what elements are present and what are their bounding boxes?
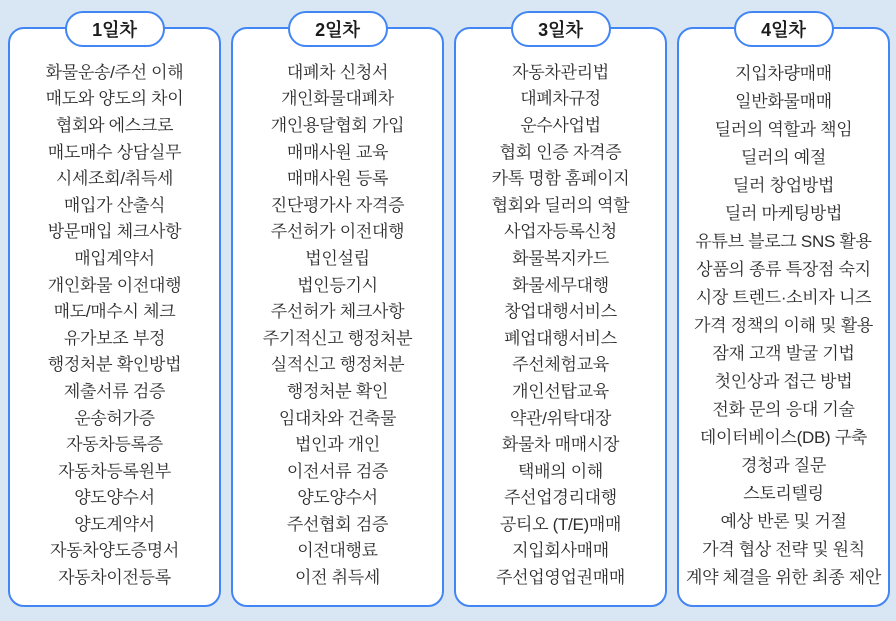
schedule-item: 대폐차규정	[520, 89, 601, 109]
schedule-item: 공티오 (T/E)매매	[499, 514, 622, 534]
schedule-item: 매매사원 교육	[286, 142, 389, 162]
schedule-item: 양도양수서	[74, 488, 155, 508]
schedule-item: 시장 트렌드·소비자 니즈	[695, 287, 872, 307]
schedule-item: 이전서류 검증	[286, 461, 389, 481]
schedule-item: 지입차량매매	[735, 63, 832, 83]
schedule-item: 가격 정책의 이해 및 활용	[694, 315, 873, 335]
schedule-item: 이전 취득세	[294, 568, 381, 588]
schedule-item: 매매사원 등록	[286, 169, 389, 189]
schedule-item: 전화 문의 응대 기술	[712, 399, 855, 419]
schedule-item: 약관/위탁대장	[509, 408, 612, 428]
schedule-item: 협회와 딜러의 역할	[491, 195, 630, 215]
schedule-item: 개인용달협회 가입	[270, 115, 405, 135]
schedule-item: 행정처분 확인방법	[47, 355, 182, 375]
day-2-item-list	[235, 59, 440, 591]
schedule-item: 법인등기시	[297, 275, 378, 295]
schedule-item: 예상 반론 및 거절	[720, 511, 847, 531]
schedule-item: 개인화물 이전대행	[47, 275, 182, 295]
schedule-item: 협회 인증 자격증	[499, 142, 622, 162]
schedule-item: 가격 협상 전략 및 원칙	[702, 539, 865, 559]
schedule-item: 자동차이전등록	[58, 568, 171, 588]
schedule-item: 첫인상과 접근 방법	[714, 371, 853, 391]
schedule-item: 이전대행료	[297, 541, 378, 561]
schedule-item: 주선업경리대행	[504, 488, 617, 508]
day-badge-label: 4일차	[761, 20, 806, 40]
schedule-item: 자동차양도증명서	[50, 541, 179, 561]
schedule-item: 유가보조 부정	[63, 328, 166, 348]
day-badge-2	[288, 11, 388, 47]
schedule-item: 잠재 고객 발굴 기법	[712, 343, 855, 363]
schedule-item: 딜러 창업방법	[732, 175, 835, 195]
schedule-item: 운송허가증	[74, 408, 155, 428]
schedule-item: 폐업대행서비스	[504, 328, 617, 348]
schedule-item: 운수사업법	[520, 115, 601, 135]
schedule-item: 매도/매수시 체크	[53, 302, 176, 322]
schedule-item: 매입계약서	[74, 248, 155, 268]
schedule-item: 실적신고 행정처분	[270, 355, 405, 375]
day-badge-label: 1일차	[92, 20, 137, 40]
schedule-item: 화물세무대행	[512, 275, 609, 295]
schedule-item: 매입가 산출식	[63, 195, 166, 215]
day-card-2	[231, 20, 444, 607]
schedule-item: 임대차와 건축물	[278, 408, 397, 428]
schedule-item: 주선허가 이전대행	[270, 222, 405, 242]
schedule-item: 개인화물대폐차	[281, 89, 394, 109]
day-badge-label: 3일차	[538, 20, 583, 40]
schedule-item: 주선협회 검증	[286, 514, 389, 534]
day-3-item-list	[458, 59, 663, 591]
schedule-item: 경청과 질문	[740, 455, 827, 475]
schedule-item: 자동차관리법	[512, 62, 609, 82]
schedule-item: 스토리텔링	[743, 483, 824, 503]
schedule-item: 유튜브 블로그 SNS 활용	[695, 231, 872, 251]
schedule-item: 법인과 개인	[294, 435, 381, 455]
schedule-item: 카톡 명함 홈페이지	[491, 169, 630, 189]
schedule-item: 택배의 이해	[517, 461, 604, 481]
day-4-item-list	[681, 59, 886, 591]
schedule-item: 일반화물매매	[735, 91, 832, 111]
schedule-item: 대폐차 신청서	[286, 62, 389, 82]
schedule-item: 매도매수 상담실무	[47, 142, 182, 162]
schedule-item: 화물복지카드	[512, 248, 609, 268]
schedule-item: 상품의 종류 특장점 숙지	[696, 259, 871, 279]
day-1-item-list	[12, 59, 217, 591]
schedule-item: 데이터베이스(DB) 구축	[699, 427, 868, 447]
schedule-item: 제출서류 검증	[63, 381, 166, 401]
day-badge-label: 2일차	[315, 20, 360, 40]
schedule-item: 딜러의 역할과 책임	[714, 119, 853, 139]
schedule-item: 주선체험교육	[512, 355, 609, 375]
day-card-4	[677, 20, 890, 607]
schedule-item: 자동차등록원부	[58, 461, 171, 481]
day-badge-3	[511, 11, 611, 47]
day-card-3	[454, 20, 667, 607]
schedule-item: 개인선탑교육	[512, 381, 609, 401]
schedule-item: 주기적신고 행정처분	[262, 328, 413, 348]
day-badge-1	[65, 11, 165, 47]
day-card-1	[8, 20, 221, 607]
schedule-item: 협회와 에스크로	[55, 115, 174, 135]
schedule-item: 딜러 마케팅방법	[724, 203, 843, 223]
schedule-item: 주선허가 체크사항	[270, 302, 405, 322]
schedule-item: 계약 체결을 위한 최종 제안	[685, 567, 882, 587]
day-badge-4	[734, 11, 834, 47]
schedule-item: 방문매입 체크사항	[47, 222, 182, 242]
schedule-item: 지입회사매매	[512, 541, 609, 561]
schedule-item: 양도양수서	[297, 488, 378, 508]
schedule-item: 화물운송/주선 이해	[45, 62, 184, 82]
schedule-item: 사업자등록신청	[504, 222, 617, 242]
schedule-item: 화물차 매매시장	[501, 435, 620, 455]
schedule-item: 딜러의 예절	[740, 147, 827, 167]
schedule-item: 자동차등록증	[66, 435, 163, 455]
schedule-item: 매도와 양도의 차이	[45, 89, 184, 109]
schedule-item: 양도계약서	[74, 514, 155, 534]
schedule-item: 진단평가사 자격증	[270, 195, 405, 215]
schedule-item: 법인설립	[305, 248, 370, 268]
schedule-item: 시세조회/취득세	[55, 169, 174, 189]
schedule-item: 주선업영업권매매	[496, 568, 625, 588]
schedule-item: 창업대행서비스	[504, 302, 617, 322]
schedule-item: 행정처분 확인	[286, 381, 389, 401]
